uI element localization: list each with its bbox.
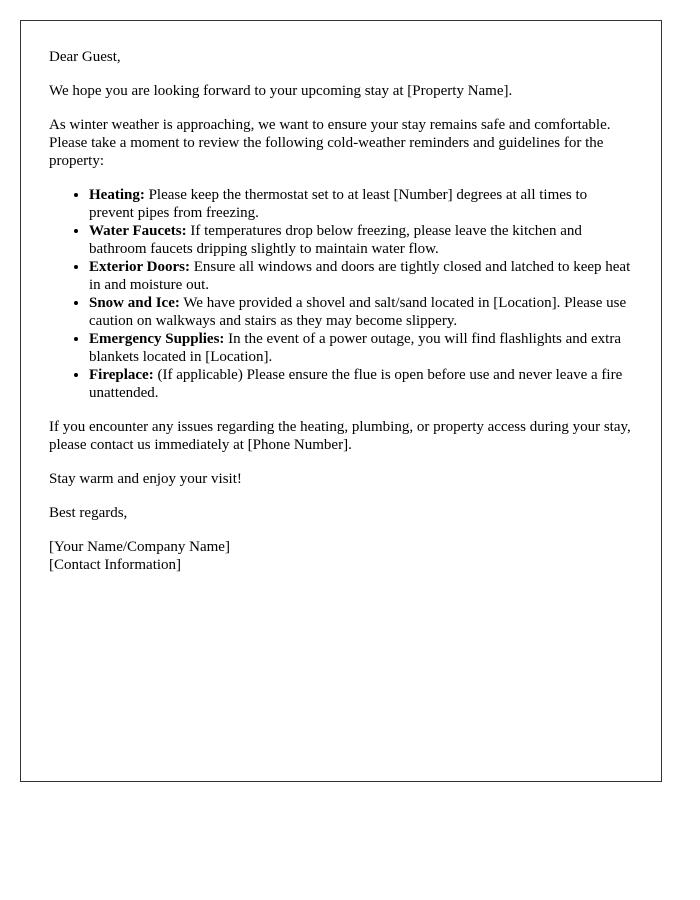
- item-text: In the event of a power outage, you will find flashlights and extra blankets located in [Location].: [89, 331, 621, 365]
- item-title: Exterior Doors:: [89, 259, 190, 275]
- signature-block: [49, 538, 633, 574]
- contact-paragraph: If you encounter any issues regarding the heating, plumbing, or property access during your stay, please contact us immediately at [Phone Number].: [49, 419, 631, 453]
- reminder-list: [49, 186, 633, 402]
- item-title: Heating:: [89, 187, 145, 203]
- sign-off: Best regards,: [49, 505, 128, 521]
- item-text: We have provided a shovel and salt/sand located in [Location]. Please use caution on walkways and stairs as they may become slippery.: [89, 295, 627, 329]
- item-title: Water Faucets:: [89, 223, 187, 239]
- list-item: [89, 294, 633, 330]
- item-text: Please keep the thermostat set to at least [Number] degrees at all times to prevent pipes from freezing.: [89, 187, 588, 221]
- intro-paragraph: We hope you are looking forward to your upcoming stay at [Property Name].: [49, 83, 513, 99]
- letter: [20, 20, 662, 782]
- item-text: Ensure all windows and doors are tightly closed and latched to keep heat in and moisture out.: [89, 259, 631, 293]
- item-text: If temperatures drop below freezing, please leave the kitchen and bathroom faucets dripping slightly to maintain water flow.: [89, 223, 582, 257]
- item-text: (If applicable) Please ensure the flue is open before use and never leave a fire unattended.: [89, 367, 623, 401]
- signature-name: [Your Name/Company Name]: [49, 539, 230, 555]
- item-title: Emergency Supplies:: [89, 331, 225, 347]
- list-item: [89, 186, 633, 222]
- list-item: [89, 366, 633, 402]
- signature-contact: [Contact Information]: [49, 557, 182, 573]
- list-item: [89, 330, 633, 366]
- item-title: Snow and Ice:: [89, 295, 180, 311]
- list-item: [89, 258, 633, 294]
- item-title: Fireplace:: [89, 367, 154, 383]
- greeting: Dear Guest,: [49, 49, 121, 65]
- body-paragraph: As winter weather is approaching, we want to ensure your stay remains safe and comfortable. Please take a moment to review the following cold-weather reminders and guidelines for the property:: [49, 117, 611, 169]
- list-item: [89, 222, 633, 258]
- closing-line: Stay warm and enjoy your visit!: [49, 471, 242, 487]
